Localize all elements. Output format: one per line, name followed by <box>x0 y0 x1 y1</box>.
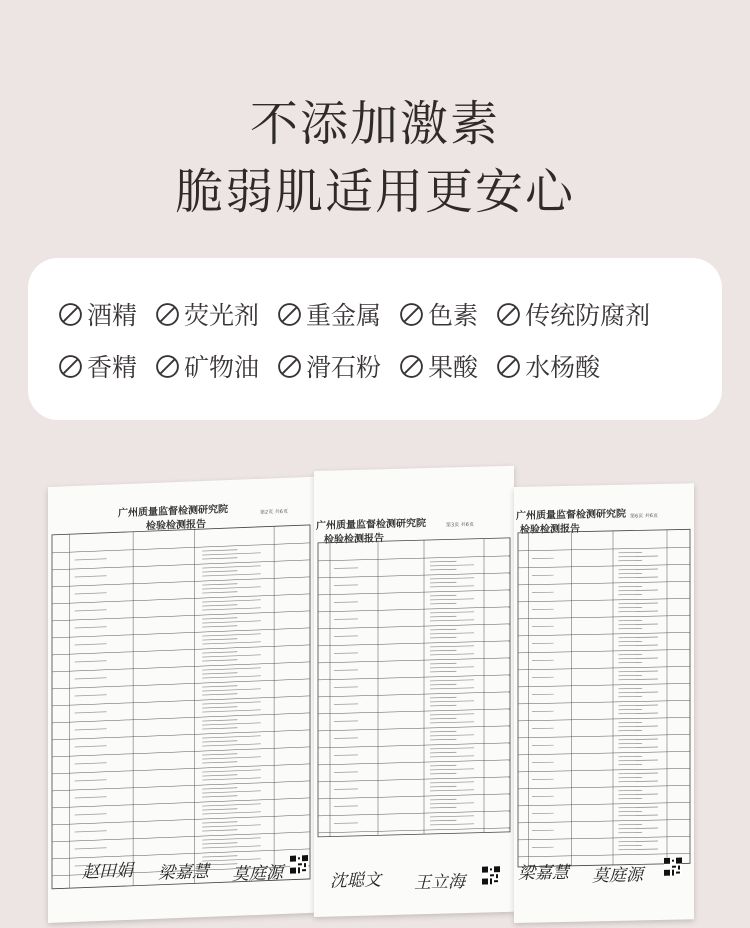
free-from-label: 矿物油 <box>184 353 260 382</box>
signature: 莫庭源 <box>592 865 643 887</box>
signature: 沈聪文 <box>330 870 381 892</box>
free-from-tag <box>58 348 137 384</box>
prohibited-icon <box>277 354 302 379</box>
free-from-label: 酒精 <box>87 301 138 330</box>
prohibited-icon <box>277 302 302 327</box>
prohibited-icon <box>58 354 83 379</box>
prohibited-icon <box>399 302 424 327</box>
report-page-number: 第6页 共6页 <box>630 512 658 520</box>
free-from-tag <box>155 348 259 384</box>
free-from-label: 荧光剂 <box>184 301 260 330</box>
free-from-tag <box>155 296 259 332</box>
free-from-tag <box>399 348 478 384</box>
free-from-tag <box>58 296 137 332</box>
report-title: 检验检测报告 <box>324 533 384 546</box>
report-institute: 广州质量监督检测研究院 <box>118 504 228 520</box>
free-from-label: 果酸 <box>428 353 479 382</box>
headline <box>0 90 750 226</box>
free-from-label: 重金属 <box>306 301 382 330</box>
prohibited-icon <box>496 354 521 379</box>
report-table <box>314 536 514 841</box>
test-reports <box>0 455 750 928</box>
prohibited-icon <box>496 302 521 327</box>
report-table <box>48 523 314 893</box>
report-title: 检验检测报告 <box>520 523 580 536</box>
report-title: 检验检测报告 <box>146 518 206 533</box>
free-from-label: 色素 <box>428 301 479 330</box>
report-page-number: 第2页 共6页 <box>260 508 288 516</box>
headline-line-2: 脆弱肌适用更安心 <box>174 164 575 220</box>
signature: 王立海 <box>414 872 465 894</box>
qr-code-icon <box>482 866 500 884</box>
signature: 梁嘉慧 <box>518 862 569 884</box>
free-from-tag <box>277 348 381 384</box>
test-report-sheet-2 <box>314 466 514 917</box>
free-from-tag <box>496 296 650 332</box>
free-from-label: 传统防腐剂 <box>525 301 651 330</box>
free-from-tag <box>496 348 600 384</box>
free-from-label: 香精 <box>87 353 138 382</box>
report-institute: 广州质量监督检测研究院 <box>316 518 426 532</box>
report-table <box>514 527 694 871</box>
report-institute: 广州质量监督检测研究院 <box>516 508 626 522</box>
free-from-label: 水杨酸 <box>525 353 601 382</box>
free-from-row-2 <box>58 346 618 386</box>
test-report-sheet-1 <box>48 477 314 923</box>
prohibited-icon <box>58 302 83 327</box>
report-page-number: 第3页 共6页 <box>446 521 474 529</box>
free-from-card <box>28 258 722 420</box>
free-from-row-1 <box>58 294 668 334</box>
free-from-tag <box>399 296 478 332</box>
prohibited-icon <box>399 354 424 379</box>
qr-code-icon <box>664 857 682 875</box>
signature: 莫庭源 <box>232 862 283 885</box>
prohibited-icon <box>155 354 180 379</box>
test-report-sheet-3 <box>514 483 694 923</box>
free-from-tag <box>277 296 381 332</box>
free-from-label: 滑石粉 <box>306 353 382 382</box>
prohibited-icon <box>155 302 180 327</box>
qr-code-icon <box>290 855 308 874</box>
signature: 赵田娟 <box>82 860 133 883</box>
signature: 梁嘉慧 <box>158 861 209 884</box>
headline-line-1: 不添加激素 <box>249 96 500 152</box>
